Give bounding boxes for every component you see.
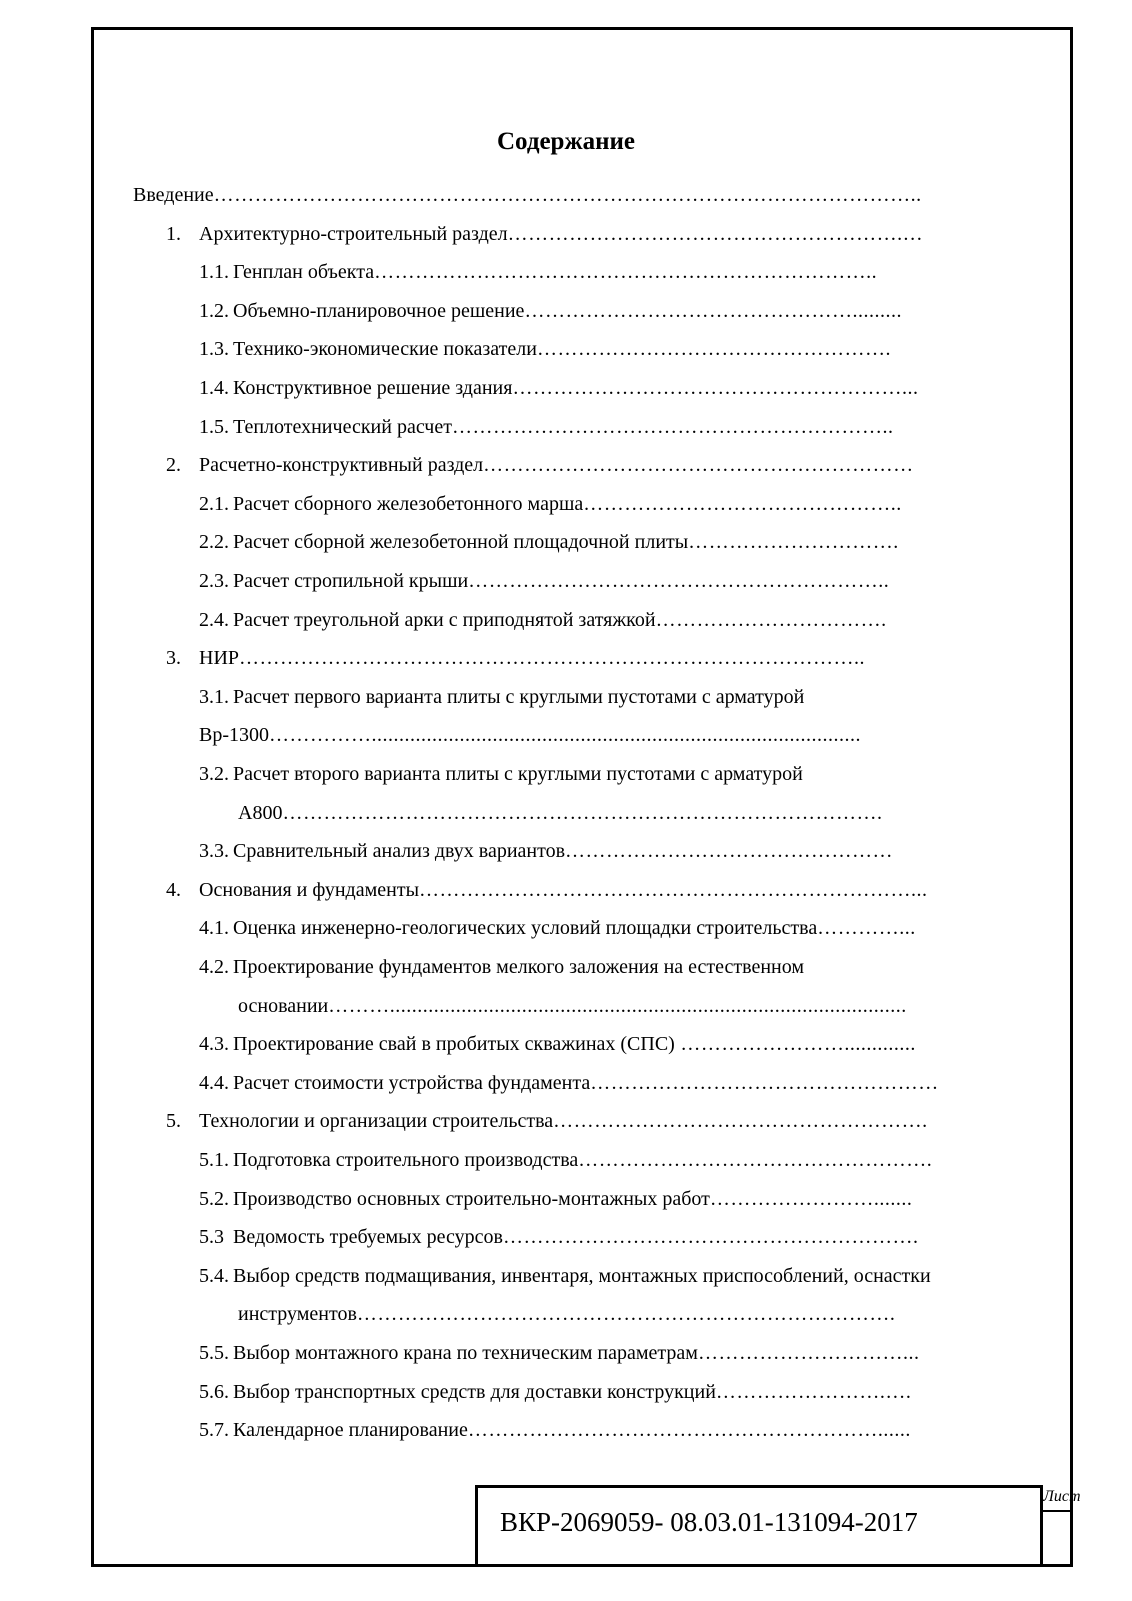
toc-entry xyxy=(238,991,1000,1021)
toc-entry-leader: …………………….…. xyxy=(715,1381,912,1403)
toc-entry-leader: …………………………... xyxy=(697,1342,920,1364)
toc-entry xyxy=(238,1299,1000,1329)
toc-entry xyxy=(199,1415,1000,1445)
toc-entry-number: 2.1. xyxy=(199,493,229,515)
toc-entry xyxy=(199,952,1020,982)
toc-entry-label: Конструктивное решение здания xyxy=(233,377,513,399)
toc-entry-leader: ……………………………………………………………………. xyxy=(356,1303,896,1325)
toc-entry-label: Теплотехнический расчет xyxy=(233,416,452,438)
toc-entry xyxy=(199,913,1000,943)
toc-entry-label: Расчет стоимости устройства фундамента xyxy=(233,1072,591,1094)
toc-entry xyxy=(199,1222,1010,1252)
toc-entry-number: 5.3 xyxy=(199,1226,224,1248)
toc-entry-leader: ……………………………………………………………….. xyxy=(374,261,878,283)
toc-entry-label: Расчет первого варианта плиты с круглыми пустотами с арматурой xyxy=(233,686,805,708)
toc-entry xyxy=(199,334,1000,364)
toc-entry-number: 5.2. xyxy=(199,1188,229,1210)
toc-entry-label: Генплан объекта xyxy=(233,261,375,283)
toc-entry-number: 3.3. xyxy=(199,840,229,862)
toc-entry-label: Технологии и организации строительства xyxy=(199,1110,554,1132)
toc-entry xyxy=(166,219,1000,249)
toc-entry-number: 3.1. xyxy=(199,686,229,708)
toc-entry-number: 5.6. xyxy=(199,1381,229,1403)
toc-entry-leader: ……………………………………………………… xyxy=(483,454,914,476)
toc-entry xyxy=(166,450,1000,480)
toc-entry-label: Выбор монтажного крана по техническим параметрам xyxy=(233,1342,698,1364)
toc-entry-number: 2.3. xyxy=(199,570,229,592)
toc-entry-label: Вр-1300 xyxy=(199,724,269,746)
toc-entry-number: 3.2. xyxy=(199,763,229,785)
toc-entry-label: Проектирование фундаментов мелкого заложения на естественном xyxy=(233,956,805,978)
toc-entry-label: Проектирование свай в пробитых скважинах (СПС) xyxy=(233,1033,675,1055)
toc-entry-leader: ……………………………. xyxy=(655,609,887,631)
page-title: Содержание xyxy=(496,128,635,155)
toc-entry-leader: ……………………………………………. xyxy=(578,1149,933,1171)
toc-entry xyxy=(199,682,1020,712)
toc-entry-number: 1.4. xyxy=(199,377,229,399)
toc-entry-label: основании xyxy=(238,995,329,1017)
toc-entry xyxy=(166,643,1000,673)
toc-entry-number: 5.7. xyxy=(199,1419,229,1441)
toc-entry-label: Архитектурно-строительный раздел xyxy=(199,223,508,245)
toc-entry xyxy=(199,1145,1000,1175)
toc-entry xyxy=(199,527,1000,557)
toc-entry-label: Расчет второго варианта плиты с круглыми пустотами с арматурой xyxy=(233,763,803,785)
toc-entry-number: 1.1. xyxy=(199,261,229,283)
toc-entry-number: 5.5. xyxy=(199,1342,229,1364)
toc-entry xyxy=(199,836,1000,866)
toc-entry-leader: ……………………………………………………...... xyxy=(467,1419,911,1441)
toc-entry-leader: ……………………………………………………. xyxy=(502,1226,919,1248)
toc-entry-number: 1.3. xyxy=(199,338,229,360)
toc-entry xyxy=(199,605,1000,635)
sheet-label: Лист xyxy=(1043,1486,1073,1512)
toc-entry-leader: …………... xyxy=(817,917,916,939)
toc-entry-label: Расчет сборного железобетонного марша xyxy=(233,493,584,515)
toc-entry xyxy=(166,875,1000,905)
toc-entry-number: 1.2. xyxy=(199,300,229,322)
toc-entry-number: 5.1. xyxy=(199,1149,229,1171)
toc-entry-number: 4.2. xyxy=(199,956,229,978)
toc-entry xyxy=(199,1068,1000,1098)
toc-entry xyxy=(199,1377,1000,1407)
document-code: ВКР-2069059- 08.03.01-131094-2017 xyxy=(500,1507,918,1537)
toc-entry xyxy=(199,1184,1000,1214)
toc-entry-label: Объемно-планировочное решение xyxy=(233,300,525,322)
toc-entry-label: Выбор транспортных средств для доставки конструкций xyxy=(233,1381,716,1403)
toc-entry-number: 1.5. xyxy=(199,416,229,438)
toc-entry-label: Расчет треугольной арки с приподнятой затяжкой xyxy=(233,609,656,631)
toc-entry-label: инструментов xyxy=(238,1303,357,1325)
toc-entry-leader: ………………………………………… xyxy=(565,840,894,862)
toc-entry xyxy=(166,1106,1010,1136)
toc-entry xyxy=(199,257,1000,287)
toc-entry-leader: ……………………............. xyxy=(674,1033,916,1055)
toc-entry xyxy=(199,1029,1000,1059)
toc-entry-leader: ……………………....... xyxy=(709,1188,913,1210)
toc-entry-leader: …………………………………………......... xyxy=(524,300,902,322)
toc-entry xyxy=(199,296,1000,326)
toc-entry-number: 5.4. xyxy=(199,1265,229,1287)
toc-entry xyxy=(199,1338,1000,1368)
toc-entry-label: Введение xyxy=(133,184,214,206)
toc-entry-label: А800 xyxy=(238,802,283,824)
toc-entry-leader: …………………………………………… xyxy=(590,1072,939,1094)
toc-entry-label: Календарное планирование xyxy=(233,1419,468,1441)
toc-entry-leader: ……………………………………………. xyxy=(536,338,891,360)
toc-entry xyxy=(199,412,1000,442)
toc-entry-label: НИР xyxy=(199,647,240,669)
toc-entry-leader: ……………………………………….. xyxy=(583,493,902,515)
toc-entry-label: Расчет сборной железобетонной площадочной плиты xyxy=(233,531,689,553)
toc-entry-label: Подготовка строительного производства xyxy=(233,1149,579,1171)
toc-entry xyxy=(199,566,1000,596)
toc-entry-label: Расчет стропильной крыши xyxy=(233,570,469,592)
toc-entry-leader: …………………………………………………... xyxy=(512,377,919,399)
toc-entry xyxy=(199,720,1000,750)
toc-entry-label: Технико-экономические показатели xyxy=(233,338,537,360)
toc-entry-number: 2. xyxy=(166,454,181,476)
toc-entry-number: 2.4. xyxy=(199,609,229,631)
toc-entry xyxy=(199,489,1000,519)
toc-entry-leader: ……………………………………………………………………………. xyxy=(282,802,883,824)
toc-entry-number: 4. xyxy=(166,879,181,901)
toc-entry-leader: …………………………. xyxy=(688,531,899,553)
toc-entry-leader: ………………………………………………………………………………………….. xyxy=(213,184,922,206)
toc-entry xyxy=(199,759,1020,789)
toc-entry xyxy=(199,1261,1030,1291)
toc-entry-leader: ……………......................................................................................... xyxy=(269,724,861,746)
toc-entry-label: Основания и фундаменты xyxy=(199,879,420,901)
toc-entry-label: Сравнительный анализ двух вариантов xyxy=(233,840,566,862)
toc-entry-number: 5. xyxy=(166,1110,181,1132)
toc-entry-leader: ……………………………………………………….. xyxy=(451,416,894,438)
toc-entry-label: Расчетно-конструктивный раздел xyxy=(199,454,484,476)
toc-entry-number: 4.4. xyxy=(199,1072,229,1094)
toc-entry xyxy=(133,180,1000,210)
toc-entry-number: 3. xyxy=(166,647,181,669)
toc-entry-leader: ………………………………………………. xyxy=(553,1110,928,1132)
toc-entry-number: 4.1. xyxy=(199,917,229,939)
toc-entry-leader: ………………………………………………….… xyxy=(507,223,924,245)
toc-entry-leader: …………………………………………………….. xyxy=(468,570,890,592)
toc-entry-label: Оценка инженерно-геологических условий площадки строительства xyxy=(233,917,818,939)
toc-entry-leader: ………………………………………………………………... xyxy=(419,879,928,901)
toc-entry-leader: ……….............................................................................................. xyxy=(328,995,907,1017)
toc-entry-label: Производство основных строительно-монтажных работ xyxy=(233,1188,710,1210)
toc-entry-number: 1. xyxy=(166,223,181,245)
toc-entry xyxy=(199,373,1000,403)
toc-entry-leader: ……………………………………………………………………………….. xyxy=(239,647,866,669)
toc-entry-number: 4.3. xyxy=(199,1033,229,1055)
toc-entry xyxy=(238,798,1000,828)
toc-entry-label: Ведомость требуемых ресурсов xyxy=(228,1226,503,1248)
toc-entry-number: 2.2. xyxy=(199,531,229,553)
toc-entry-label: Выбор средств подмащивания, инвентаря, монтажных приспособлений, оснастки xyxy=(233,1265,931,1287)
